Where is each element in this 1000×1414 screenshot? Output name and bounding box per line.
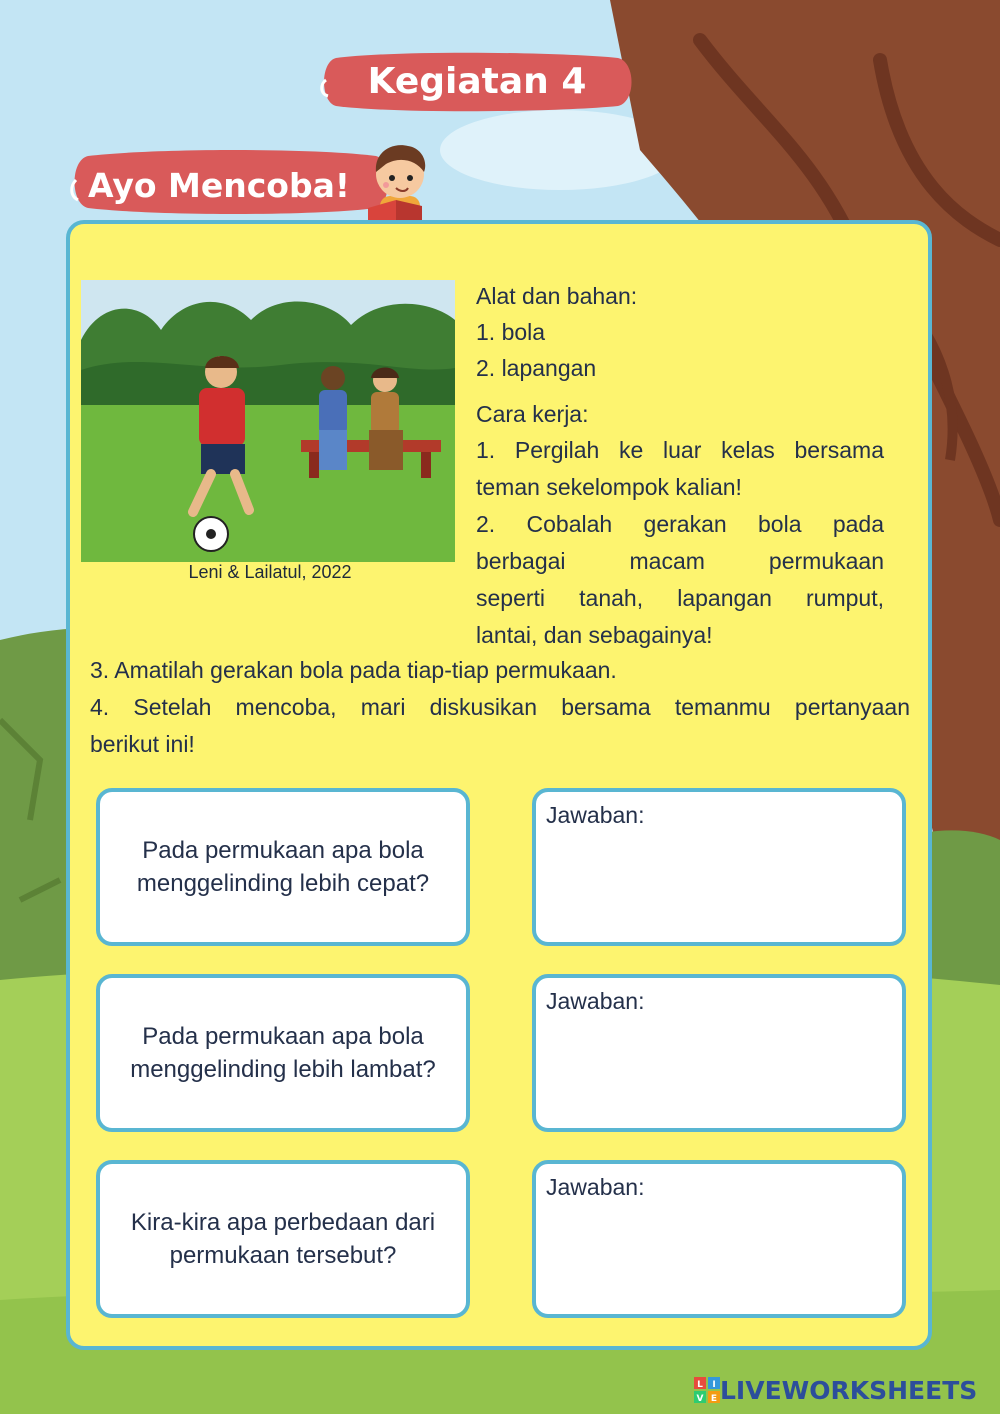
steps-heading: Cara kerja: [476,401,589,427]
answer-label-1: Jawaban: [546,802,645,828]
question-box-3: Kira-kira apa perbedaan dari permukaan tersebut? [96,1160,470,1318]
section-subtitle: Ayo Mencoba! [88,166,350,205]
logo-letter-l: L [697,1380,703,1390]
tool-item-2: 2. lapangan [476,355,597,381]
tools-heading: Alat dan bahan: [476,283,638,309]
answer-box-2[interactable] [532,974,906,1132]
step-2-line-3: seperti tanah, lapangan rumput, [476,585,884,611]
page-title: Kegiatan 4 [367,61,587,102]
liveworksheets-logo-icon [694,1377,720,1403]
step-2-line-4: lantai, dan sebagainya! [476,622,713,648]
logo-letter-v: V [696,1394,704,1403]
step-4-line-2: berikut ini! [90,731,195,757]
photo-caption: Leni & Lailatul, 2022 [188,562,352,582]
answer-label-3: Jawaban: [546,1174,645,1200]
step-2-line-2: berbagai macam permukaan [476,548,884,574]
step-4-line-1: 4. Setelah mencoba, mari diskusikan bersama temanmu pertanyaan [90,694,910,720]
step-2-line-1: 2. Cobalah gerakan bola pada [476,511,884,537]
liveworksheets-logo[interactable] [694,1374,990,1406]
answer-box-1[interactable] [532,788,906,946]
kids-playing-ball-photo [81,280,455,562]
answer-box-3[interactable] [532,1160,906,1318]
answer-label-2: Jawaban: [546,988,645,1014]
step-3: 3. Amatilah gerakan bola pada tiap-tiap permukaan. [90,657,617,683]
step-1-line-1: 1. Pergilah ke luar kelas bersama [476,437,884,463]
logo-letter-i: I [712,1380,716,1390]
question-box-2: Pada permukaan apa bola menggelinding lebih lambat? [96,974,470,1132]
logo-letter-e: E [710,1394,718,1403]
liveworksheets-brand: LIVEWORKSHEETS [720,1375,978,1405]
tool-item-1: 1. bola [476,319,546,345]
step-1-line-2: teman sekelompok kalian! [476,474,742,500]
question-box-1: Pada permukaan apa bola menggelinding lebih cepat? [96,788,470,946]
